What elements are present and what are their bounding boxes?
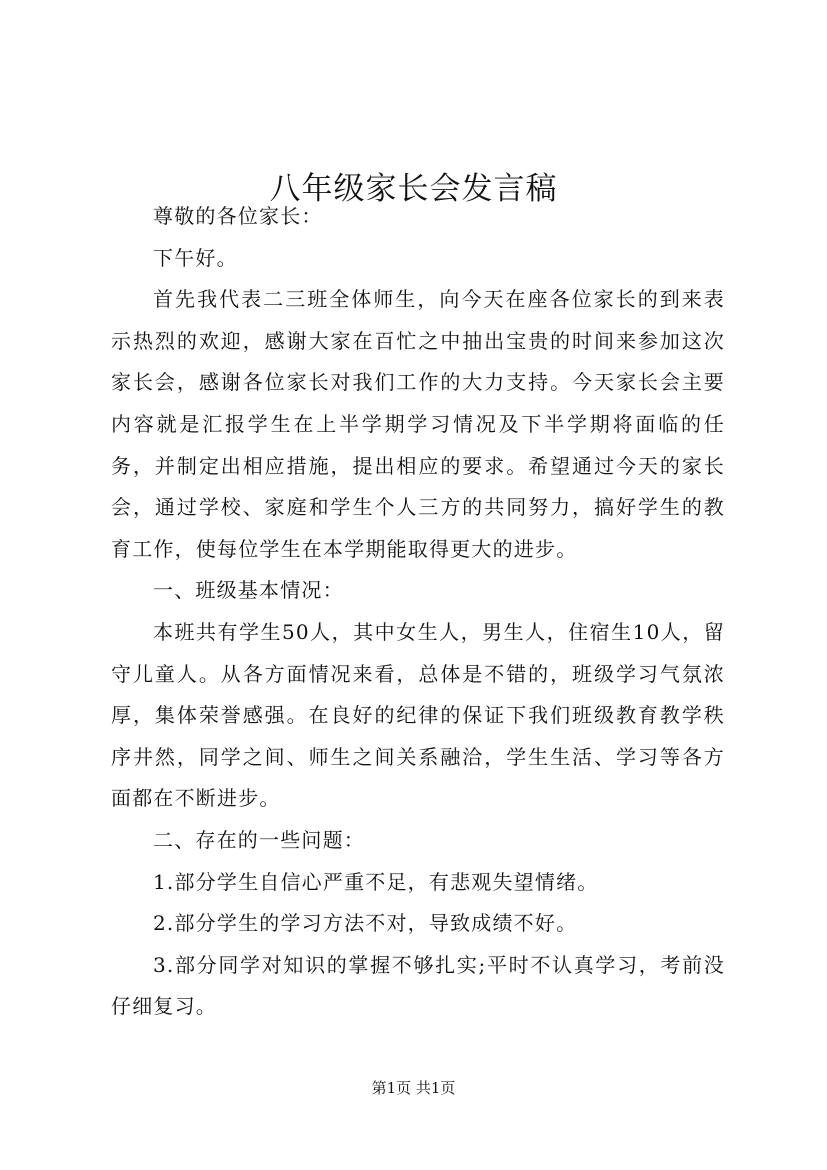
problem-item-3: 3.部分同学对知识的掌握不够扎实;平时不认真学习，考前没仔细复习。 bbox=[111, 952, 725, 1019]
document-body bbox=[111, 196, 725, 1028]
problem-item-1: 1.部分学生自信心严重不足，有悲观失望情绪。 bbox=[153, 869, 599, 894]
problem-item-2: 2.部分学生的学习方法不对，导致成绩不好。 bbox=[153, 911, 578, 936]
greeting: 下午好。 bbox=[153, 245, 238, 270]
section-heading-class-overview: 一、班级基本情况： bbox=[153, 578, 344, 603]
page-footer: 第1页 共1页 bbox=[371, 1079, 456, 1097]
document-title: 八年级家长会发言稿 bbox=[269, 170, 558, 207]
section-heading-problems: 二、存在的一些问题： bbox=[153, 827, 365, 852]
salutation: 尊敬的各位家长： bbox=[153, 204, 323, 228]
class-overview-paragraph: 本班共有学生50人，其中女生人，男生人，住宿生10人，留守儿童人。从各方面情况来看，总体是不错的，班级学习气氛浓厚，集体荣誉感强。在良好的纪律的保证下我们班级教育教学秩序井然，同学之间、师生之间关系融洽，学生生活、学习等各方面都在不断进步。 bbox=[111, 619, 725, 811]
intro-paragraph: 首先我代表二三班全体师生，向今天在座各位家长的到来表示热烈的欢迎，感谢大家在百忙之中抽出宝贵的时间来参加这次家长会，感谢各位家长对我们工作的大力支持。今天家长会主要内容就是汇报学生在上半学期学习情况及下半学期将面临的任务，并制定出相应措施，提出相应的要求。希望通过今天的家长会，通过学校、家庭和学生个人三方的共同努力，搞好学生的教育工作，使每位学生在本学期能取得更大的进步。 bbox=[111, 287, 725, 561]
